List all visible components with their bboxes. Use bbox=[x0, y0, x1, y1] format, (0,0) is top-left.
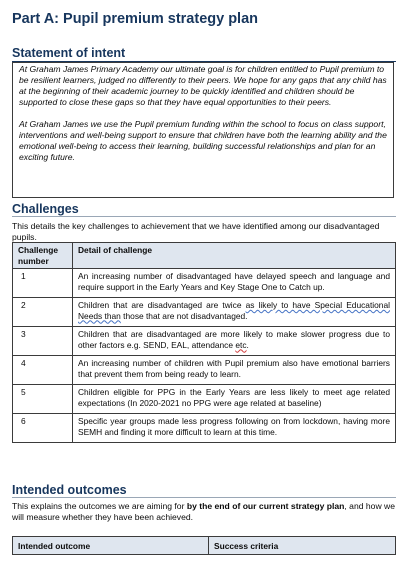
column-header-intended-outcome: Intended outcome bbox=[13, 537, 209, 555]
section-divider bbox=[12, 497, 396, 498]
detail-text: those that are not disadvantaged. bbox=[120, 310, 248, 321]
page-title: Part A: Pupil premium strategy plan bbox=[12, 11, 259, 27]
intended-outcomes-heading: Intended outcomes bbox=[12, 483, 127, 497]
challenge-detail bbox=[73, 327, 396, 356]
intent-paragraph-2: At Graham James we use the Pupil premium funding within the school to focus on class support, interventions and well-being support to ensure that children have both the learning ability and the emotional well-being to access their learning, building successful relationships and plan for an exciting future. bbox=[19, 119, 387, 162]
challenges-table bbox=[12, 242, 396, 443]
challenge-number: 1 bbox=[13, 269, 73, 298]
column-header-detail: Detail of challenge bbox=[73, 243, 396, 269]
table-header-row bbox=[13, 537, 396, 555]
intended-outcomes-intro bbox=[12, 501, 396, 523]
table-row bbox=[13, 414, 396, 443]
table-row bbox=[13, 356, 396, 385]
statement-of-intent-heading: Statement of intent bbox=[12, 46, 126, 60]
intro-text: , and how we will measure whether they have been achieved. bbox=[12, 501, 396, 522]
statement-of-intent-box bbox=[12, 62, 394, 198]
grammar-flagged-text: as likely to have Special Educational Needs than bbox=[78, 300, 390, 321]
challenge-number: 4 bbox=[13, 356, 73, 385]
challenge-detail: Children eligible for PPG in the Early Years are less likely to meet age related expectations (In 2020-2021 no PPG were age related at baseline) bbox=[73, 385, 396, 414]
intro-emphasis: by the end of our current strategy plan bbox=[186, 501, 345, 511]
detail-text: . bbox=[246, 339, 249, 350]
challenge-detail: An increasing number of children with Pupil premium also have emotional barriers that prevent them from being ready to learn. bbox=[73, 356, 396, 385]
challenge-detail: Specific year groups made less progress following on from lockdown, having more SEMH and finding it more difficult to learn at this time. bbox=[73, 414, 396, 443]
table-row bbox=[13, 327, 396, 356]
table-row bbox=[13, 298, 396, 327]
table-row bbox=[13, 269, 396, 298]
intended-outcomes-table bbox=[12, 536, 396, 555]
detail-text: Children that are disadvantaged are more likely to make slower progress due to other factors e.g. SEND, EAL, attendance bbox=[78, 329, 390, 350]
challenges-intro: This details the key challenges to achievement that we have identified among our disadvantaged pupils. bbox=[12, 221, 380, 242]
table-header-row bbox=[13, 243, 396, 269]
section-divider bbox=[12, 216, 396, 217]
challenge-detail: An increasing number of disadvantaged have delayed speech and language and require support in the Early Years and Key Stage One to Catch up. bbox=[73, 269, 396, 298]
detail-text: Children that are disadvantaged are twice bbox=[78, 300, 246, 310]
challenge-detail bbox=[73, 298, 396, 327]
challenge-number: 5 bbox=[13, 385, 73, 414]
challenge-number: 2 bbox=[13, 298, 73, 327]
column-header-success-criteria: Success criteria bbox=[209, 537, 396, 555]
challenges-heading: Challenges bbox=[12, 202, 79, 216]
intent-paragraph-1: At Graham James Primary Academy our ultimate goal is for children entitled to Pupil premium to be resilient learners, judged no differently to their peers. We hope for any gaps that any child has at the beginning of their academic journey to be quickly identified and children should be supported to close these gaps so that they have equal opportunities to their peers. bbox=[19, 64, 387, 107]
challenge-number: 6 bbox=[13, 414, 73, 443]
spelling-flagged-text: etc bbox=[235, 339, 247, 350]
column-header-challenge-number: Challenge number bbox=[13, 243, 73, 269]
intro-text: This explains the outcomes we are aiming for bbox=[12, 501, 187, 511]
challenge-number: 3 bbox=[13, 327, 73, 356]
table-row bbox=[13, 385, 396, 414]
